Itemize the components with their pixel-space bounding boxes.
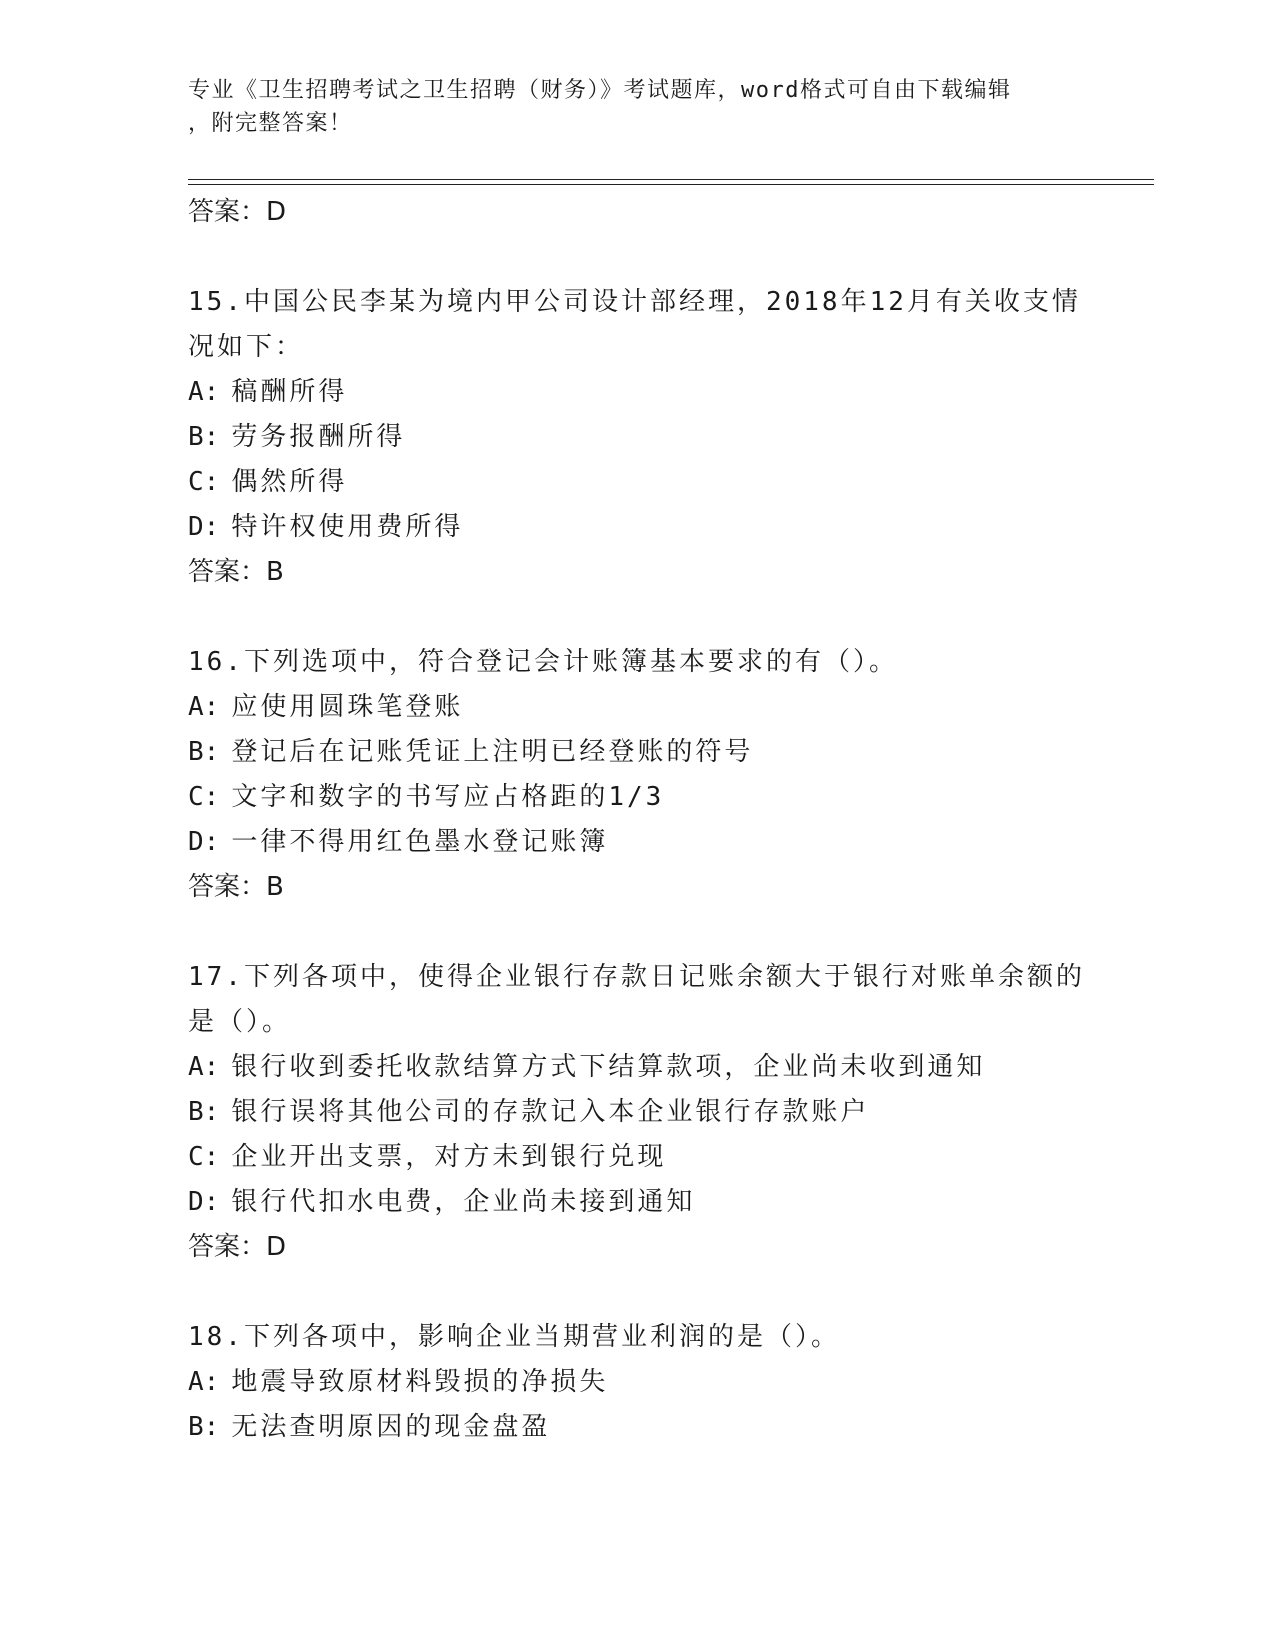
option-text: 银行收到委托收款结算方式下结算款项，企业尚未收到通知 [231, 1052, 986, 1082]
option-letter: A: [188, 1367, 220, 1397]
question-stem [188, 640, 1154, 685]
option-b [188, 1090, 1154, 1135]
option-letter: A: [188, 377, 220, 407]
option-b [188, 415, 1154, 460]
option-b [188, 730, 1154, 775]
option-text: 应使用圆珠笔登账 [231, 692, 464, 722]
option-letter: B: [188, 1412, 220, 1442]
option-text: 银行误将其他公司的存款记入本企业银行存款账户 [231, 1097, 870, 1127]
option-letter: C: [188, 467, 220, 497]
stem-line: 17.下列各项中，使得企业银行存款日记账余额大于银行对账单余额的 [188, 962, 1085, 992]
option-text: 偶然所得 [231, 467, 348, 497]
header-line-1: 专业《卫生招聘考试之卫生招聘（财务）》考试题库，word格式可自由下载编辑 [188, 78, 1012, 103]
option-text: 无法查明原因的现金盘盈 [231, 1412, 551, 1442]
question-15 [188, 280, 1154, 595]
answer-line: 答案：D [188, 197, 287, 227]
option-letter: D: [188, 1187, 220, 1217]
option-d [188, 820, 1154, 865]
document-body [188, 190, 1154, 1450]
stem-line: 是（）。 [188, 1007, 292, 1037]
option-letter: B: [188, 737, 220, 767]
option-letter: A: [188, 692, 220, 722]
stem-line: 况如下： [188, 332, 305, 362]
option-text: 稿酬所得 [231, 377, 348, 407]
option-c [188, 1135, 1154, 1180]
question-17 [188, 955, 1154, 1270]
option-letter: B: [188, 1097, 220, 1127]
option-text: 企业开出支票，对方未到银行兑现 [231, 1142, 667, 1172]
option-a [188, 370, 1154, 415]
option-text: 银行代扣水电费，企业尚未接到通知 [231, 1187, 696, 1217]
option-letter: D: [188, 512, 220, 542]
header-rule-bottom [188, 184, 1154, 185]
stem-line: 15.中国公民李某为境内甲公司设计部经理，2018年12月有关收支情 [188, 287, 1081, 317]
option-text: 登记后在记账凭证上注明已经登账的符号 [231, 737, 754, 767]
option-a [188, 1360, 1154, 1405]
stem-line: 18.下列各项中，影响企业当期营业利润的是（）。 [188, 1322, 840, 1352]
option-d [188, 505, 1154, 550]
answer-line: 答案：B [188, 557, 284, 587]
option-letter: A: [188, 1052, 220, 1082]
option-text: 地震导致原材料毁损的净损失 [231, 1367, 609, 1397]
option-c [188, 775, 1154, 820]
question-stem [188, 955, 1154, 1045]
question-16 [188, 640, 1154, 910]
option-b [188, 1405, 1154, 1450]
answer-line: 答案：D [188, 1232, 287, 1262]
option-text: 劳务报酬所得 [231, 422, 406, 452]
option-d [188, 1180, 1154, 1225]
answer-line: 答案：B [188, 872, 284, 902]
page-header [188, 74, 1088, 140]
header-rule-top [188, 179, 1154, 180]
question-18 [188, 1315, 1154, 1450]
option-text: 文字和数字的书写应占格距的1/3 [231, 782, 665, 812]
option-letter: C: [188, 782, 220, 812]
header-line-2: ，附完整答案！ [188, 111, 353, 136]
option-letter: D: [188, 827, 220, 857]
option-letter: B: [188, 422, 220, 452]
question-stem [188, 280, 1154, 370]
option-c [188, 460, 1154, 505]
option-a [188, 685, 1154, 730]
stem-line: 16.下列选项中，符合登记会计账簿基本要求的有（）。 [188, 647, 898, 677]
option-text: 特许权使用费所得 [231, 512, 464, 542]
option-text: 一律不得用红色墨水登记账簿 [231, 827, 609, 857]
option-a [188, 1045, 1154, 1090]
option-letter: C: [188, 1142, 220, 1172]
question-stem [188, 1315, 1154, 1360]
